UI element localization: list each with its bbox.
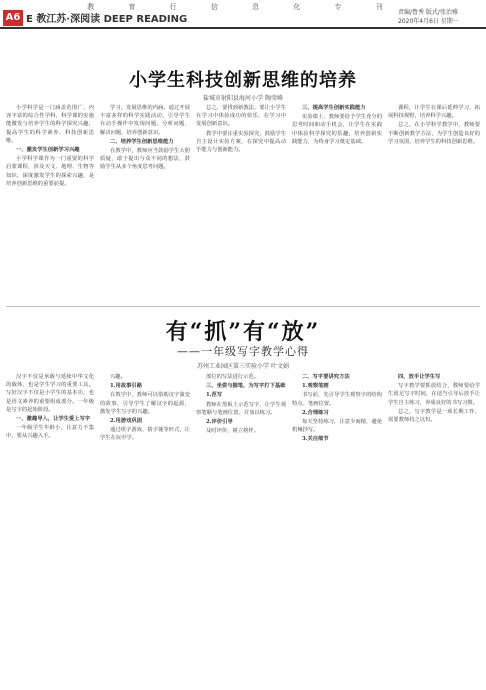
- article1-column-1: [6, 104, 94, 300]
- paragraph: 学习，发展思维的内涵。通过开展丰富多样的科学实践活动，引导学生在动手操作中发现问题、分析问题、解决问题，培养创新意识。: [100, 105, 190, 136]
- paragraph: 汉字不仅是承载与延续中华文化的载体，也是学生学习的重要工具。写好汉字不仅是小学生的基本功，也是语文素养的重要组成部分。一年级是写字的起始阶段。: [6, 374, 94, 413]
- paragraph: 写字教学要抓放结合，教师要给学生留足写字时间，在适当引导后放手让学生自主练习，养成良好的书写习惯。: [388, 383, 480, 406]
- paragraph: 小学科学课作为一门重要的科学启蒙课程，涉及天文、地理、生物等知识，深度激发学生的探索兴趣，是培养创新思维的重要前提。: [6, 156, 94, 187]
- paragraph: 小学科学是一门涵盖范围广、内容丰富的综合性学科，科学课的实施能激发与培养学生的科学探究兴趣，提高学生的科学素养，科技创新思维。: [6, 105, 94, 144]
- paragraph: 课程，让学生在课后延伸学习，拓展科技视野，培养科学兴趣。: [388, 105, 480, 120]
- subheading: 1.用故事引路: [110, 383, 143, 390]
- paragraph: 教师在黑板上示范写字，让学生观察笔顺与笔画位置，并加以练习。: [196, 401, 286, 416]
- editor-credit: 责编/鲁秀 版式/张治雅: [398, 9, 458, 16]
- subheading: 二、培养学生创新思维能力: [110, 138, 174, 145]
- article2-byline: 苏州工业园区第三实验小学 叶文娟: [197, 363, 289, 370]
- article2-subhead: ——一年级写字教学心得: [177, 345, 309, 358]
- paragraph: 及时评价，树立榜样。: [206, 428, 259, 435]
- masthead-rule: [0, 27, 486, 29]
- subheading: 一、激趣导入，让学生爱上写字: [16, 416, 91, 423]
- paragraph: 书写前，先引导学生观察字的结构特点、笔画位置。: [292, 392, 382, 407]
- paragraph: 总之，要找到新教法，要让小学生在学习中体验成功的快乐，在学习中发展创新意识。: [196, 105, 286, 128]
- article1-headline: 小学生科技创新思维的培养: [129, 70, 357, 91]
- paragraph: 部位的写法进行示范。: [206, 374, 259, 380]
- section-divider: [6, 306, 480, 307]
- article1-column-3: [196, 104, 286, 300]
- subheading: 2.评价引导: [206, 419, 233, 426]
- subheading: 1.观察笔画: [302, 383, 329, 390]
- subheading: 二、写字要讲究方法: [302, 374, 350, 380]
- article2-headline: 有“抓”有“放”: [165, 319, 321, 345]
- subheading: 3.关注细节: [302, 436, 329, 443]
- subheading: 2.用游戏巩固: [110, 418, 143, 425]
- paragraph: 兴趣。: [110, 374, 126, 380]
- paragraph: 在教学中，教师可以借助汉字演变的故事，引导学生了解汉字的起源，激发学生写字的兴趣。: [100, 392, 190, 415]
- paragraph: 总之，写字教学是一项长期工作，需要教师持之以恒。: [388, 408, 480, 424]
- masthead-slogan: 教 育 行 信 息 化 专 刊: [87, 3, 399, 11]
- article2-column-3: [196, 373, 286, 685]
- article1-column-5: [388, 104, 480, 300]
- section-title: E 教江苏·深阅读 DEEP READING: [26, 14, 188, 25]
- paragraph: 一年级学生年龄小，注意力不集中，要从兴趣入手。: [6, 425, 94, 440]
- subheading: 三、提高学生创新实践能力: [302, 105, 366, 111]
- paragraph: 在教学中，教师应当鼓励学生大胆质疑，敢于提出与众不同的想法，鼓励学生从多个角度思考问题。: [100, 148, 190, 171]
- article1-column-2: [100, 104, 190, 300]
- subheading: 三、坐姿与握笔，为写字打下基础: [206, 383, 286, 390]
- article2-column-4: [292, 373, 382, 685]
- paragraph: 每天坚持练习，注意少而精，避免机械抄写。: [292, 419, 382, 434]
- article1-byline: 盐城市射阳县海河小学 陶莹峰: [203, 95, 283, 102]
- paragraph: 通过组字游戏、猜字谜等形式，让学生在玩中学。: [100, 427, 190, 442]
- article1-column-4: [292, 104, 382, 300]
- paragraph: 总之，在小学科学教学中，教师要不断创新教学方法，为学生创造良好的学习氛围，培养学生的科技创新思维。: [388, 122, 480, 145]
- article2-column-1: [6, 373, 94, 685]
- article2-column-2: [100, 373, 190, 685]
- paragraph: 实验课上，教师要给予学生充分的思考时间和动手机会，让学生在实践中体验科学探究的乐趣，培养创新实践能力，为终身学习奠定基础。: [292, 114, 382, 145]
- subheading: 一、激发学生创新学习兴趣: [16, 147, 80, 154]
- paragraph: 教学中要注重实验探究，鼓励学生自主设计实验方案，在探究中提高动手能力与创新能力。: [196, 130, 286, 154]
- article2-column-5: [388, 373, 480, 685]
- issue-date: 2020年4月6日 星期一: [398, 18, 459, 25]
- subheading: 1.范写: [206, 392, 223, 399]
- subheading: 四、放手让学生写: [398, 374, 441, 380]
- issue-meta: [398, 8, 486, 26]
- page-number: A6: [3, 10, 23, 26]
- masthead: [0, 0, 486, 30]
- subheading: 2.合理练习: [302, 409, 329, 416]
